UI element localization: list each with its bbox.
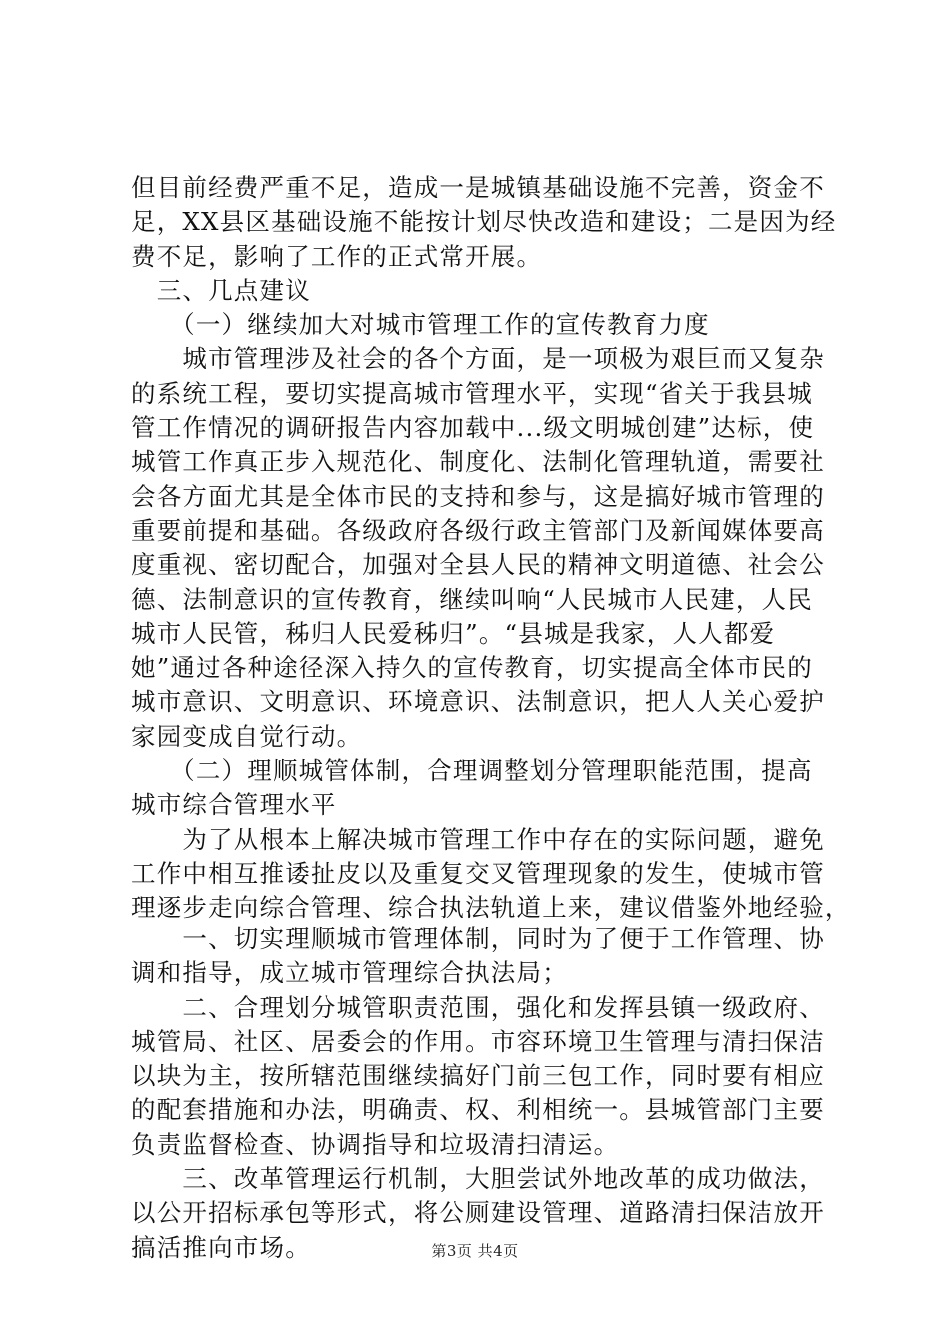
text-line: 的系统工程，要切实提高城市管理水平，实现“省关于我县城 bbox=[131, 378, 813, 408]
text-line: 城市意识、文明意识、环境意识、法制意识，把人人关心爱护 bbox=[131, 687, 825, 717]
section-heading: 三、几点建议 bbox=[131, 275, 311, 305]
text-line: 管工作情况的调研报告内容加载中...级文明城创建”达标，使 bbox=[131, 413, 815, 443]
text-line: 家园变成自觉行动。 bbox=[131, 721, 363, 751]
text-line: 城管工作真正步入规范化、制度化、法制化管理轨道，需要社 bbox=[131, 447, 825, 477]
subsection-heading: （二）理顺城管体制，合理调整划分管理职能范围，提高 bbox=[131, 756, 813, 786]
text-line: 会各方面尤其是全体市民的支持和参与，这是搞好城市管理的 bbox=[131, 481, 825, 511]
text-line: 但目前经费严重不足，造成一是城镇基础设施不完善，资金不 bbox=[131, 173, 825, 202]
text-line: 城市管理涉及社会的各个方面，是一项极为艰巨而又复杂 bbox=[131, 344, 825, 374]
text-line: 费不足，影响了工作的正式常开展。 bbox=[131, 241, 543, 271]
text-line: 城管局、社区、居委会的作用。市容环境卫生管理与清扫保洁 bbox=[131, 1026, 825, 1056]
body-text-upper bbox=[131, 171, 851, 926]
text-line: 德、法制意识的宣传教育，继续叫响“人民城市人民建，人民 bbox=[131, 584, 813, 614]
text-line: 调和指导，成立城市管理综合执法局； bbox=[131, 958, 568, 988]
text-line: 的配套措施和办法，明确责、权、利相统一。县城管部门主要 bbox=[131, 1095, 825, 1125]
subsection-heading: （一）继续加大对城市管理工作的宣传教育力度 bbox=[131, 310, 710, 340]
text-line: 重要前提和基础。各级政府各级行政主管部门及新闻媒体要高 bbox=[131, 515, 825, 545]
list-item: 一、切实理顺城市管理体制，同时为了便于工作管理、协 bbox=[131, 924, 825, 953]
text-line: 搞活推向市场。 bbox=[131, 1232, 311, 1262]
list-item: 二、合理划分城管职责范围，强化和发挥县镇一级政府、 bbox=[131, 992, 825, 1022]
text-line: 她”通过各种途径深入持久的宣传教育，切实提高全体市民的 bbox=[131, 653, 813, 683]
subsection-heading: 城市综合管理水平 bbox=[131, 790, 337, 820]
list-item: 三、改革管理运行机制，大胆尝试外地改革的成功做法， bbox=[131, 1164, 825, 1194]
text-line: 城市人民管，秭归人民爱秭归”。“县城是我家，人人都爱 bbox=[131, 618, 776, 648]
text-line: 理逐步走向综合管理、综合执法轨道上来，建议借鉴外地经验， bbox=[131, 893, 851, 923]
text-line: 以公开招标承包等形式，将公厕建设管理、道路清扫保洁放开 bbox=[131, 1198, 825, 1228]
text-line: 负责监督检查、协调指导和垃圾清扫清运。 bbox=[131, 1129, 620, 1159]
text-line: 以块为主，按所辖范围继续搞好门前三包工作，同时要有相应 bbox=[131, 1061, 825, 1091]
body-text-lower bbox=[131, 922, 831, 1265]
text-line: 工作中相互推诿扯皮以及重复交叉管理现象的发生，使城市管 bbox=[131, 858, 825, 888]
text-line: 足，XX县区基础设施不能按计划尽快改造和建设；二是因为经 bbox=[131, 207, 837, 237]
text-line: 度重视、密切配合，加强对全县人民的精神文明道德、社会公 bbox=[131, 550, 825, 580]
page-number-footer: 第3页 共4页 bbox=[431, 1242, 519, 1260]
text-line: 为了从根本上解决城市管理工作中存在的实际问题，避免 bbox=[131, 824, 825, 854]
